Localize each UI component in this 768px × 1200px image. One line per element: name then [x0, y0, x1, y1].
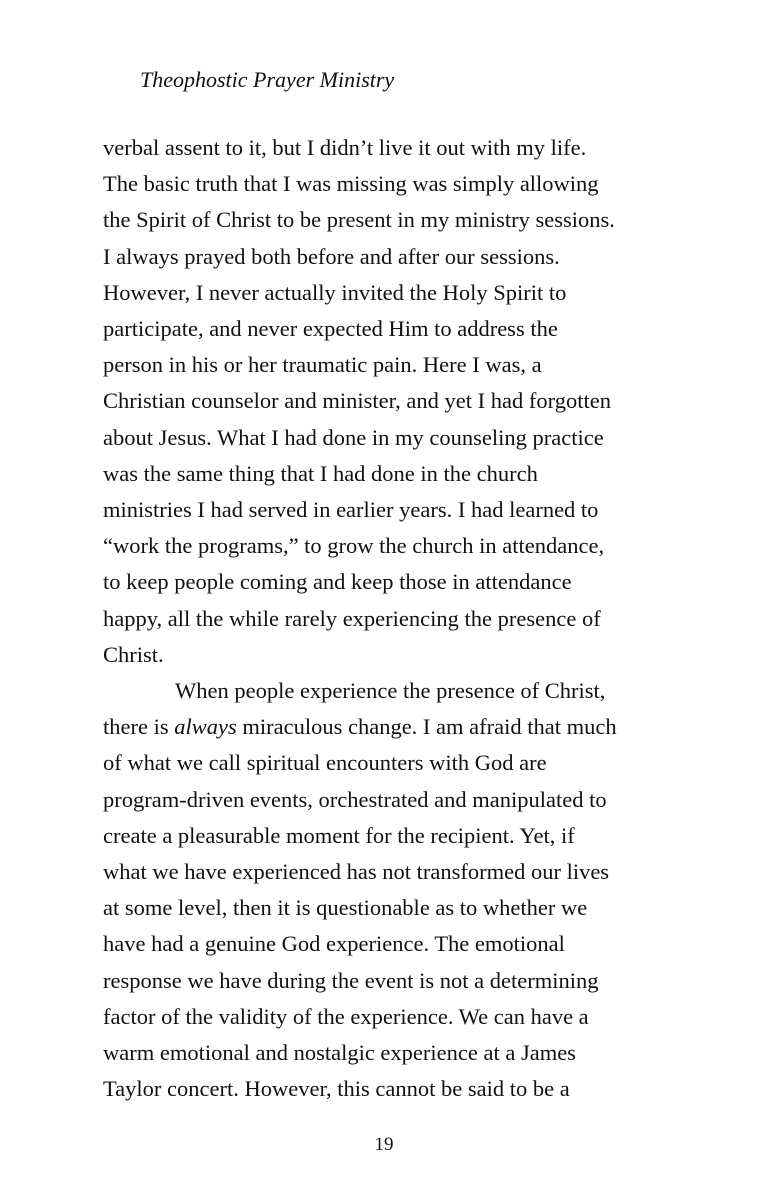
text-line: I always prayed both before and after our sessions.	[103, 243, 560, 269]
text-line: The basic truth that I was missing was simply allowing	[103, 171, 599, 197]
text-line: response we have during the event is not a determining	[103, 967, 599, 993]
body-text	[103, 130, 683, 1107]
text-line-with-emphasis	[103, 709, 683, 745]
text-line: have had a genuine God experience. The emotional	[103, 931, 565, 957]
text-line: Christian counselor and minister, and yet I had forgotten	[103, 388, 611, 414]
text-run: there is	[103, 714, 175, 740]
text-line: person in his or her traumatic pain. Here I was, a	[103, 352, 542, 378]
emphasis-text: always	[174, 714, 237, 740]
text-line: was the same thing that I had done in the church	[103, 460, 538, 486]
text-line: factor of the validity of the experience. We can have a	[103, 1003, 589, 1029]
text-line: ministries I had served in earlier years. I had learned to	[103, 497, 599, 523]
text-line: “work the programs,” to grow the church in attendance,	[103, 533, 605, 559]
text-line: warm emotional and nostalgic experience at a James	[103, 1040, 576, 1066]
text-line: program-driven events, orchestrated and manipulated to	[103, 786, 607, 812]
text-run: miraculous change. I am afraid that much	[236, 714, 617, 740]
running-header: Theophostic Prayer Ministry	[140, 67, 395, 92]
text-line: participate, and never expected Him to address the	[103, 316, 558, 342]
text-line: of what we call spiritual encounters with God are	[103, 750, 547, 776]
paragraph-first-line: When people experience the presence of Christ,	[175, 678, 606, 704]
text-line: to keep people coming and keep those in attendance	[103, 569, 572, 595]
text-line: Taylor concert. However, this cannot be said to be a	[103, 1076, 570, 1102]
text-line: create a pleasurable moment for the recipient. Yet, if	[103, 822, 575, 848]
page-number: 19	[374, 1134, 394, 1155]
text-line: the Spirit of Christ to be present in my ministry sessions.	[103, 207, 615, 233]
text-line: verbal assent to it, but I didn’t live it out with my life.	[103, 135, 587, 160]
text-line: happy, all the while rarely experiencing the presence of	[103, 605, 601, 631]
text-line: what we have experienced has not transformed our lives	[103, 859, 610, 885]
text-line: However, I never actually invited the Holy Spirit to	[103, 279, 567, 305]
text-line: at some level, then it is questionable as to whether we	[103, 895, 588, 921]
text-line: about Jesus. What I had done in my counseling practice	[103, 424, 604, 450]
text-line: Christ.	[103, 641, 164, 667]
